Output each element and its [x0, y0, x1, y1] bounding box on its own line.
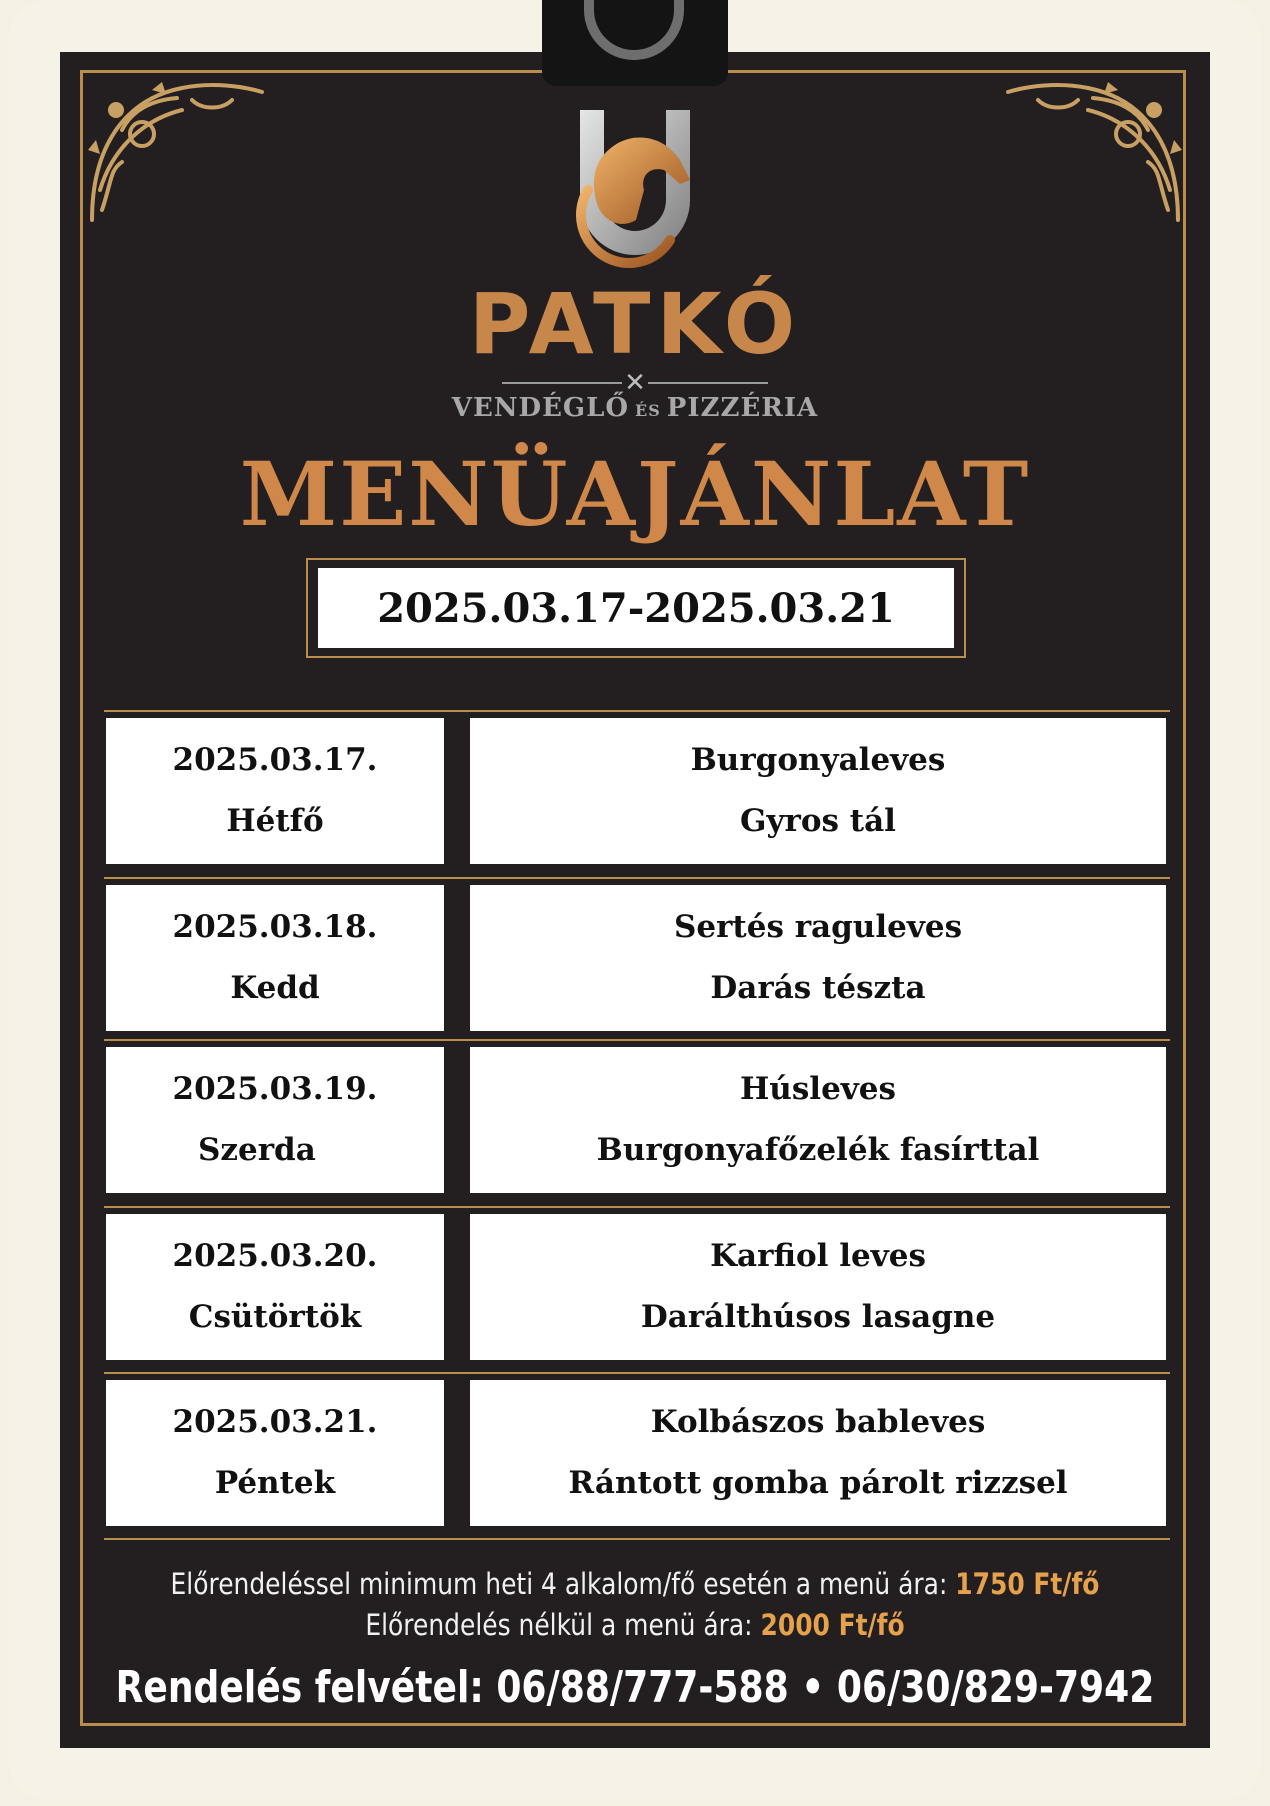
brand-subtitle: [0, 393, 1270, 423]
meal-main: Burgonyafőzelék fasírttal: [596, 1132, 1040, 1168]
meal-main: Darálthúsos lasagne: [640, 1299, 996, 1335]
order-phone-line: Rendelés felvétel: 06/88/777-588 • 06/30/829-7942: [115, 1662, 1155, 1713]
divider: [104, 1039, 1170, 1041]
meal-main: Gyros tál: [740, 803, 896, 839]
divider: [104, 710, 1170, 712]
page-title: MENÜAJÁNLAT: [239, 442, 1031, 546]
day-cell: [106, 1380, 444, 1526]
pricing-value: 2000 Ft/fő: [760, 1608, 905, 1642]
day-date: 2025.03.19.: [172, 1071, 378, 1107]
meal-soup: Húsleves: [740, 1071, 896, 1107]
meal-cell: [470, 1214, 1166, 1360]
meal-main: Rántott gomba párolt rizzsel: [568, 1465, 1068, 1501]
corner-ornament-icon: [998, 70, 1188, 260]
brand-rule-left: [502, 382, 622, 384]
brand-rule-right: [648, 382, 768, 384]
day-date: 2025.03.18.: [172, 909, 378, 945]
day-weekday: Csütörtök: [188, 1299, 362, 1335]
meal-soup: Karfiol leves: [710, 1238, 926, 1274]
day-cell: [106, 718, 444, 864]
day-date: 2025.03.17.: [172, 742, 378, 778]
day-weekday: Kedd: [230, 970, 320, 1006]
brand-subtitle-mid: ÉS: [635, 401, 661, 420]
divider: [104, 1372, 1170, 1374]
day-weekday: Hétfő: [226, 803, 324, 839]
meal-soup: Kolbászos bableves: [650, 1404, 986, 1440]
day-cell: [106, 885, 444, 1031]
day-date: 2025.03.21.: [172, 1404, 378, 1440]
divider: [104, 1538, 1170, 1540]
day-weekday: Péntek: [214, 1465, 336, 1501]
meal-soup: Burgonyaleves: [690, 742, 946, 778]
date-range: 2025.03.17-2025.03.21: [318, 568, 954, 648]
meal-cell: [470, 885, 1166, 1031]
pricing-value: 1750 Ft/fő: [955, 1567, 1100, 1601]
meal-main: Darás tészta: [710, 970, 926, 1006]
meal-cell: [470, 1047, 1166, 1193]
divider: [104, 1206, 1170, 1208]
pricing-line-1: [89, 1567, 1181, 1601]
meal-cell: [470, 1380, 1166, 1526]
brand-name: PATKÓ: [468, 275, 802, 373]
day-cell: [106, 1214, 444, 1360]
meal-soup: Sertés raguleves: [673, 909, 963, 945]
meal-cell: [470, 718, 1166, 864]
brand-subtitle-left: VENDÉGLŐ: [451, 393, 630, 423]
pricing-text: Előrendelés nélkül a menü ára:: [365, 1608, 761, 1642]
brand-subtitle-right: PIZZÉRIA: [666, 393, 819, 423]
cutlery-icon: ✕: [624, 368, 646, 398]
divider: [104, 877, 1170, 879]
day-weekday: Szerda: [198, 1132, 316, 1168]
horseshoe-horse-logo-icon: [540, 100, 730, 290]
pricing-line-2: [89, 1608, 1181, 1642]
corner-ornament-icon: [82, 70, 272, 260]
day-cell: [106, 1047, 444, 1193]
day-date: 2025.03.20.: [172, 1238, 378, 1274]
pricing-text: Előrendeléssel minimum heti 4 alkalom/fő esetén a menü ára:: [170, 1567, 956, 1601]
